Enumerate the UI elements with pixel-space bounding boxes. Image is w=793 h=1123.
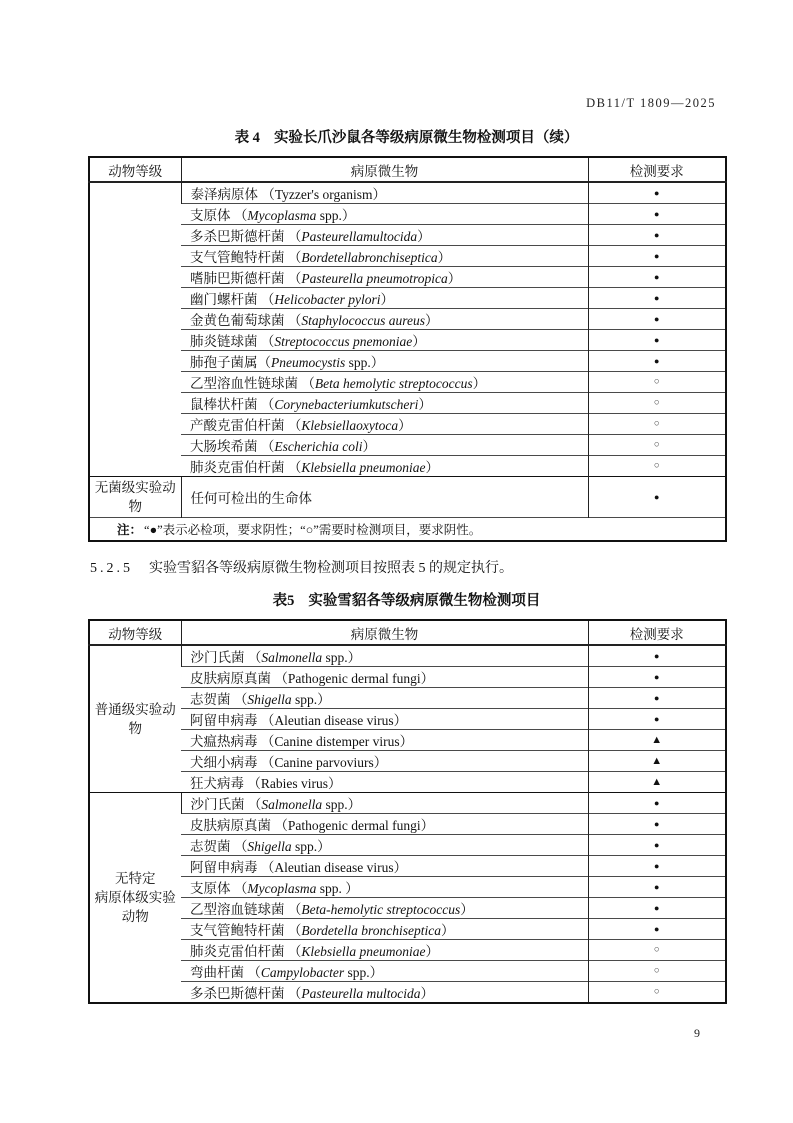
latin-name: Klebsiella pneumoniae xyxy=(301,460,426,475)
requirement-symbol: ● xyxy=(588,877,726,898)
table4-header xyxy=(89,157,726,182)
requirement-symbol: ○ xyxy=(588,393,726,414)
pathogen-cell: 产酸克雷伯杆菌 （Klebsiellaoxytoca） xyxy=(181,414,588,435)
latin-name: Pasteurella pneumotropica xyxy=(301,271,448,286)
table-row xyxy=(89,456,726,477)
pathogen-cell: 弯曲杆菌 （Campylobacter spp.） xyxy=(181,961,588,982)
table-row xyxy=(89,330,726,351)
requirement-symbol: ● xyxy=(588,477,726,518)
latin-name: Shigella xyxy=(247,839,292,854)
table5-title-text: 实验雪貂各等级病原微生物检测项目 xyxy=(308,593,541,609)
requirement-symbol: ● xyxy=(588,667,726,688)
latin-name: Campylobacter xyxy=(260,965,345,980)
table-row xyxy=(89,751,726,772)
table4-body xyxy=(89,182,726,541)
animal-grade-cell: 无菌级实验动 物 xyxy=(89,477,181,518)
requirement-symbol: ● xyxy=(588,898,726,919)
table-row xyxy=(89,709,726,730)
table-row xyxy=(89,477,726,518)
pathogen-cell: 肺炎链球菌 （Streptococcus pnemoniae） xyxy=(181,330,588,351)
latin-name: Bordetella bronchiseptica xyxy=(301,923,441,938)
requirement-symbol: ○ xyxy=(588,456,726,477)
requirement-symbol: ● xyxy=(588,288,726,309)
clause-text: 实验雪貂各等级病原微生物检测项目按照表 5 的规定执行。 xyxy=(149,561,513,576)
pathogen-cell: 乙型溶血链球菌 （Beta-hemolytic streptococcus） xyxy=(181,898,588,919)
table5-header-row xyxy=(89,620,726,645)
table-row xyxy=(89,288,726,309)
pathogen-cell: 幽门螺杆菌 （Helicobacter pylori） xyxy=(181,288,588,309)
latin-name: Salmonella xyxy=(261,650,323,665)
table-note: 注： “●”表示必检项，要求阴性；“○”需要时检测项目，要求阴性。 xyxy=(89,518,726,542)
pathogen-cell: 皮肤病原真菌 （Pathogenic dermal fungi） xyxy=(181,814,588,835)
table5-header xyxy=(89,620,726,645)
note-prefix: 注： xyxy=(117,523,143,537)
table-row xyxy=(89,688,726,709)
requirement-symbol: ● xyxy=(588,309,726,330)
table-row xyxy=(89,182,726,204)
pathogen-cell: 肺孢子菌属（Pneumocystis spp.） xyxy=(181,351,588,372)
pathogen-cell: 鼠棒状杆菌 （Corynebacteriumkutscheri） xyxy=(181,393,588,414)
requirement-symbol: ● xyxy=(588,645,726,667)
table5-col-requirement: 检测要求 xyxy=(588,620,726,645)
pathogen-cell: 乙型溶血性链球菌 （Beta hemolytic streptococcus） xyxy=(181,372,588,393)
table-row xyxy=(89,856,726,877)
pathogen-cell: 肺炎克雷伯杆菌 （Klebsiella pneumoniae） xyxy=(181,456,588,477)
table4-title-text: 实验长爪沙鼠各等级病原微生物检测项目（续） xyxy=(273,130,579,146)
requirement-symbol: ○ xyxy=(588,961,726,982)
latin-name: Mycoplasma xyxy=(247,881,317,896)
requirement-symbol: ● xyxy=(588,835,726,856)
table5-col-animal-grade: 动物等级 xyxy=(89,620,181,645)
table-row xyxy=(89,730,726,751)
pathogen-cell: 沙门氏菌 （Salmonella spp.） xyxy=(181,793,588,814)
table-row xyxy=(89,982,726,1004)
latin-name: Beta hemolytic streptococcus xyxy=(314,376,473,391)
pathogen-cell: 狂犬病毒 （Rabies virus） xyxy=(181,772,588,793)
requirement-symbol: ▲ xyxy=(588,772,726,793)
latin-name: Shigella xyxy=(247,692,292,707)
pathogen-cell: 阿留申病毒 （Aleutian disease virus） xyxy=(181,856,588,877)
pathogen-cell: 肺炎克雷伯杆菌 （Klebsiella pneumoniae） xyxy=(181,940,588,961)
latin-name: Corynebacteriumkutscheri xyxy=(274,397,419,412)
table4 xyxy=(88,156,727,542)
table-row xyxy=(89,267,726,288)
table-row xyxy=(89,225,726,246)
requirement-symbol: ● xyxy=(588,246,726,267)
pathogen-cell: 犬瘟热病毒 （Canine distemper virus） xyxy=(181,730,588,751)
pathogen-cell: 志贺菌 （Shigella spp.） xyxy=(181,688,588,709)
latin-name: Salmonella xyxy=(261,797,323,812)
table-row xyxy=(89,772,726,793)
requirement-symbol: ○ xyxy=(588,982,726,1004)
latin-name: Pasteurellamultocida xyxy=(301,229,418,244)
page-number: 9 xyxy=(694,1026,700,1040)
latin-name: Pasteurella multocida xyxy=(301,986,421,1001)
requirement-symbol: ○ xyxy=(588,435,726,456)
table-row xyxy=(89,204,726,225)
pathogen-cell: 金黄色葡萄球菌 （Staphylococcus aureus） xyxy=(181,309,588,330)
requirement-symbol: ○ xyxy=(588,940,726,961)
table4-col-animal-grade: 动物等级 xyxy=(89,157,181,182)
pathogen-cell: 支原体 （Mycoplasma spp.） xyxy=(181,204,588,225)
table-row xyxy=(89,919,726,940)
latin-name: Bordetellabronchiseptica xyxy=(301,250,438,265)
clause-number: 5.2.5 xyxy=(90,561,133,576)
table-row xyxy=(89,898,726,919)
table4-block xyxy=(88,127,725,542)
table-row xyxy=(89,940,726,961)
pathogen-cell: 皮肤病原真菌 （Pathogenic dermal fungi） xyxy=(181,667,588,688)
table-row xyxy=(89,309,726,330)
table-row xyxy=(89,246,726,267)
latin-name: Beta-hemolytic streptococcus xyxy=(301,902,461,917)
pathogen-cell: 沙门氏菌 （Salmonella spp.） xyxy=(181,645,588,667)
pathogen-cell: 志贺菌 （Shigella spp.） xyxy=(181,835,588,856)
requirement-symbol: ● xyxy=(588,793,726,814)
pathogen-cell: 多杀巴斯德杆菌 （Pasteurellamultocida） xyxy=(181,225,588,246)
animal-grade-cell: 普通级实验动 物 xyxy=(89,645,181,793)
pathogen-cell: 阿留申病毒 （Aleutian disease virus） xyxy=(181,709,588,730)
requirement-symbol: ● xyxy=(588,204,726,225)
requirement-symbol: ○ xyxy=(588,414,726,435)
clause-5-2-5 xyxy=(90,557,513,577)
latin-name: Pneumocystis xyxy=(271,355,346,370)
table-row xyxy=(89,793,726,814)
table-row xyxy=(89,414,726,435)
table4-col-requirement: 检测要求 xyxy=(588,157,726,182)
table-row xyxy=(89,393,726,414)
table4-title xyxy=(88,127,725,149)
requirement-symbol: ● xyxy=(588,856,726,877)
standard-code: DB11/T 1809—2025 xyxy=(586,96,716,110)
requirement-symbol: ● xyxy=(588,267,726,288)
table-row xyxy=(89,435,726,456)
pathogen-cell: 任何可检出的生命体 xyxy=(181,477,588,518)
table-row xyxy=(89,645,726,667)
pathogen-cell: 支气管鲍特杆菌 （Bordetellabronchiseptica） xyxy=(181,246,588,267)
requirement-symbol: ○ xyxy=(588,372,726,393)
pathogen-cell: 支气管鲍特杆菌 （Bordetella bronchiseptica） xyxy=(181,919,588,940)
table5-title xyxy=(88,590,725,612)
requirement-symbol: ● xyxy=(588,182,726,204)
requirement-symbol: ● xyxy=(588,225,726,246)
table4-col-pathogen: 病原微生物 xyxy=(181,157,588,182)
table5-body xyxy=(89,645,726,1003)
requirement-symbol: ● xyxy=(588,919,726,940)
pathogen-cell: 支原体 （Mycoplasma spp. ） xyxy=(181,877,588,898)
pathogen-cell: 泰泽病原体 （Tyzzer's organism） xyxy=(181,182,588,204)
latin-name: Escherichia coli xyxy=(274,439,363,454)
table-row xyxy=(89,372,726,393)
requirement-symbol: ▲ xyxy=(588,730,726,751)
animal-grade-cell xyxy=(89,182,181,477)
latin-name: Helicobacter pylori xyxy=(274,292,381,307)
pathogen-cell: 多杀巴斯德杆菌 （Pasteurella multocida） xyxy=(181,982,588,1004)
pathogen-cell: 大肠埃希菌 （Escherichia coli） xyxy=(181,435,588,456)
table5 xyxy=(88,619,727,1004)
table-row xyxy=(89,667,726,688)
table-row xyxy=(89,877,726,898)
table4-title-label: 表 4 xyxy=(234,130,260,146)
table5-col-pathogen: 病原微生物 xyxy=(181,620,588,645)
latin-name: Klebsiella pneumoniae xyxy=(301,944,426,959)
requirement-symbol: ● xyxy=(588,709,726,730)
requirement-symbol: ● xyxy=(588,814,726,835)
pathogen-cell: 嗜肺巴斯德杆菌 （Pasteurella pneumotropica） xyxy=(181,267,588,288)
table5-block xyxy=(88,590,725,1004)
pathogen-cell: 犬细小病毒 （Canine parvoviurs） xyxy=(181,751,588,772)
latin-name: Klebsiellaoxytoca xyxy=(301,418,399,433)
latin-name: Staphylococcus aureus xyxy=(301,313,425,328)
requirement-symbol: ● xyxy=(588,330,726,351)
table-row xyxy=(89,961,726,982)
requirement-symbol: ● xyxy=(588,688,726,709)
table5-title-label: 表5 xyxy=(272,593,295,609)
table4-header-row xyxy=(89,157,726,182)
table-row xyxy=(89,814,726,835)
requirement-symbol: ● xyxy=(588,351,726,372)
table-note-row xyxy=(89,518,726,542)
latin-name: Mycoplasma xyxy=(247,208,317,223)
requirement-symbol: ▲ xyxy=(588,751,726,772)
table-row xyxy=(89,351,726,372)
table-row xyxy=(89,835,726,856)
animal-grade-cell: 无特定 病原体级实验 动物 xyxy=(89,793,181,1004)
latin-name: Streptococcus pnemoniae xyxy=(274,334,413,349)
